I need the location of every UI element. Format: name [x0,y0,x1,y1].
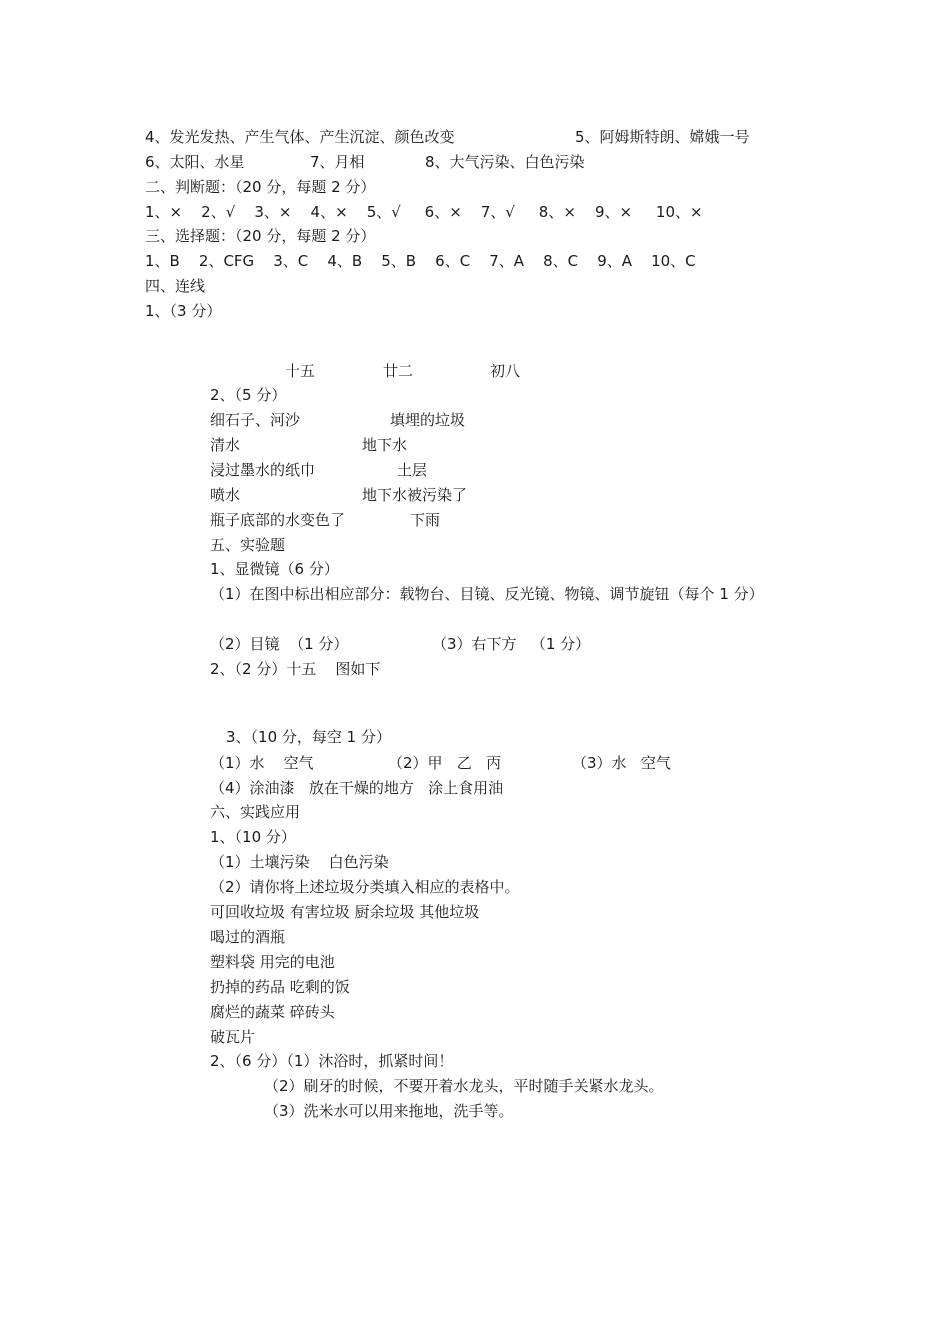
practice-item-2-part-3: （3）洗米水可以用来拖地，洗手等。 [264,1102,514,1120]
answer-line-1-7: 7、月相 [310,153,365,171]
section-heading-choice: 三、选择题：（20 分，每题 2 分） [145,227,376,245]
practice-item-2-part-2: （2）刷牙的时候，不要开着水龙头，平时随手关紧水龙头。 [264,1077,664,1095]
matching-right-3: 土层 [397,461,428,479]
experiment-item-1-part-3: （3）右下方 （1 分） [432,635,591,653]
experiment-item-1-part-2: （2）目镜 （1 分） [210,635,349,653]
moon-phase-label-8: 初八 [490,362,521,380]
experiment-item-1-part-1: （1）在图中标出相应部分：载物台、目镜、反光镜、物镜、调节旋钮（每个 1 分） [210,585,764,603]
choice-answers: 1、B 2、CFG 3、C 4、B 5、B 6、C 7、A 8、C 9、A 10、C [145,252,696,270]
garbage-row-4: 腐烂的蔬菜 碎砖头 [210,1003,335,1021]
matching-right-1: 填埋的垃圾 [390,411,466,429]
section-heading-practice: 六、实践应用 [210,803,301,821]
section-heading-matching: 四、连线 [145,277,206,295]
garbage-row-5: 破瓦片 [210,1028,256,1046]
matching-left-5: 瓶子底部的水变色了 [210,511,346,529]
experiment-item-2: 2、（2 分）十五 图如下 [210,660,381,678]
moon-phase-label-15: 十五 [285,362,316,380]
answer-line-1-6: 6、太阳、水星 [145,153,245,171]
experiment-item-3: 3、（10 分，每空 1 分） [226,728,391,746]
experiment-item-3-part-2: （2）甲 乙 丙 [388,754,502,772]
judgment-answers: 1、× 2、√ 3、× 4、× 5、√ 6、× 7、√ 8、× 9、× 10、× [145,203,703,221]
answer-line-1-8: 8、大气污染、白色污染 [425,153,585,171]
experiment-item-3-part-4: （4）涂油漆 放在干燥的地方 涂上食用油 [210,779,504,797]
answer-line-1-5: 5、阿姆斯特朗、嫦娥一号 [575,128,750,146]
matching-left-4: 喷水 [210,486,241,504]
matching-left-2: 清水 [210,436,241,454]
matching-right-5: 下雨 [410,511,441,529]
matching-right-2: 地下水 [362,436,408,454]
practice-item-1: 1、（10 分） [210,828,296,846]
answer-line-1-4: 4、发光发热、产生气体、产生沉淀、颜色改变 [145,128,455,146]
matching-item-2: 2、（5 分） [210,386,287,404]
garbage-row-1: 喝过的酒瓶 [210,928,286,946]
practice-item-1-part-1: （1）土壤污染 白色污染 [210,853,389,871]
matching-left-1: 细石子、河沙 [210,411,301,429]
section-heading-experiment: 五、实验题 [210,536,286,554]
experiment-item-1: 1、显微镜（6 分） [210,560,339,578]
matching-left-3: 浸过墨水的纸巾 [210,461,316,479]
moon-phase-label-22: 廿二 [383,362,414,380]
section-heading-judgment: 二、判断题：（20 分，每题 2 分） [145,178,376,196]
matching-item-1: 1、（3 分） [145,302,222,320]
practice-item-1-part-2: （2）请你将上述垃圾分类填入相应的表格中。 [210,878,520,896]
garbage-row-2: 塑料袋 用完的电池 [210,953,335,971]
garbage-table-header: 可回收垃圾 有害垃圾 厨余垃圾 其他垃圾 [210,903,480,921]
experiment-item-3-part-3: （3）水 空气 [572,754,671,772]
experiment-item-3-part-1: （1）水 空气 [210,754,314,772]
garbage-row-3: 扔掉的药品 吃剩的饭 [210,978,350,996]
practice-item-2: 2、（6 分）（1）沐浴时，抓紧时间！ [210,1052,454,1070]
matching-right-4: 地下水被污染了 [362,486,468,504]
